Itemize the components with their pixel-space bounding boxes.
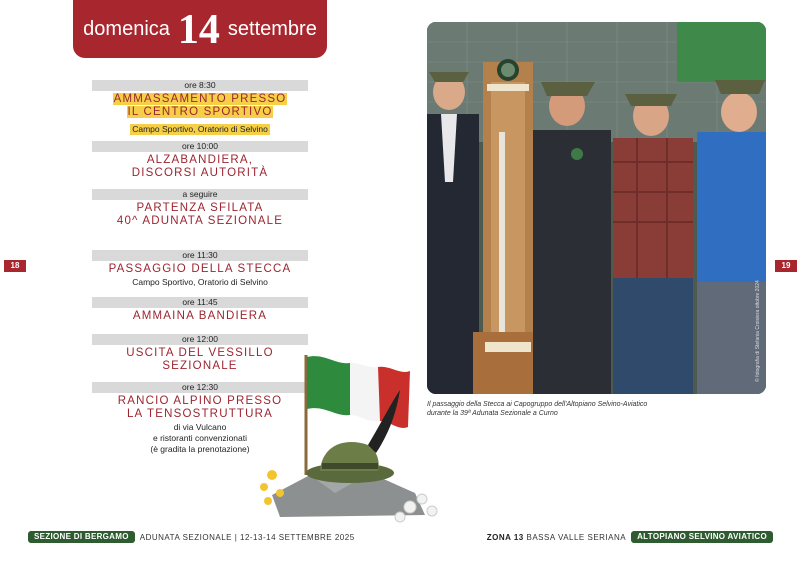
caption-line: Il passaggio della Stecca ai Capogruppo dell'Altopiano Selvino-Aviatico [427, 401, 648, 408]
event-title-line: PARTENZA SFILATA [136, 202, 264, 214]
event-time: ore 8:30 [92, 80, 308, 91]
event-title-line: USCITA DEL VESSILLO SEZIONALE [126, 347, 274, 372]
schedule-item [92, 250, 308, 288]
zone-name: BASSA VALLE SERIANA [526, 532, 627, 542]
page-number-left: 18 [4, 260, 26, 272]
person-figure [427, 72, 479, 394]
event-location: Campo Sportivo, Oratorio di Selvino [132, 124, 268, 134]
italian-flag [307, 356, 410, 428]
day-number: 14 [177, 7, 220, 53]
photo-caption [427, 400, 647, 418]
event-time: ore 11:45 [92, 297, 308, 308]
event-title [92, 93, 308, 119]
event-detail-line: e ristoranti convenzionati [152, 433, 248, 443]
event-title [92, 310, 308, 323]
event-location: Campo Sportivo, Oratorio di Selvino [132, 277, 268, 287]
event-detail-line: (è gradita la prenotazione) [150, 444, 250, 454]
schedule-item [92, 80, 308, 137]
event-time: ore 11:30 [92, 250, 308, 261]
event-detail-line: di via Vulcano [173, 422, 227, 432]
schedule-item [92, 141, 308, 180]
zone-number: ZONA 13 [486, 532, 524, 542]
event-title-line: AMMAINA BANDIERA [132, 310, 268, 322]
event-time: ore 12:30 [92, 382, 308, 393]
stecca-board [473, 59, 543, 394]
event-title-line: AMMASSAMENTO PRESSO [113, 93, 287, 105]
event-title [92, 263, 308, 276]
event-title-line: ALZABANDIERA, [146, 154, 254, 166]
footer-zone [487, 533, 626, 542]
event-title-line: DISCORSI AUTORITÀ [131, 167, 269, 179]
caption-line: durante la 39ª Adunata Sezionale a Curno [427, 410, 558, 417]
event-title-line: PASSAGGIO DELLA STECCA [108, 263, 292, 275]
section-pill: SEZIONE DI BERGAMO [28, 531, 135, 543]
footer-right [482, 531, 773, 543]
event-title [92, 154, 308, 180]
person-figure [613, 94, 693, 394]
footer-event-text: ADUNATA SEZIONALE | 12-13-14 SETTEMBRE 2025 [139, 532, 355, 542]
event-title-line: 40^ ADUNATA SEZIONALE [116, 215, 284, 227]
event-time: ore 10:00 [92, 141, 308, 152]
event-title-line: IL CENTRO SPORTIVO [127, 106, 273, 118]
schedule-item [92, 189, 308, 228]
event-title-line: LA TENSOSTRUTTURA [126, 408, 274, 420]
page-number-right: 19 [775, 260, 797, 272]
footer-left [28, 531, 360, 543]
schedule-item [92, 297, 308, 323]
photo-credit: © fotografia di Stefania Croisiera ottobre 2024 [755, 280, 761, 382]
event-title-line: RANCIO ALPINO PRESSO [117, 395, 283, 407]
month-word: settembre [227, 17, 317, 40]
date-banner [73, 0, 327, 58]
flag-hat-illustration [250, 345, 450, 535]
event-time: a seguire [92, 189, 308, 200]
day-word: domenica [83, 17, 170, 40]
group-pill: ALTOPIANO SELVINO AVIATICO [631, 531, 773, 543]
event-time: ore 12:00 [92, 334, 308, 345]
stecca-photo [427, 22, 766, 394]
event-title [92, 202, 308, 228]
